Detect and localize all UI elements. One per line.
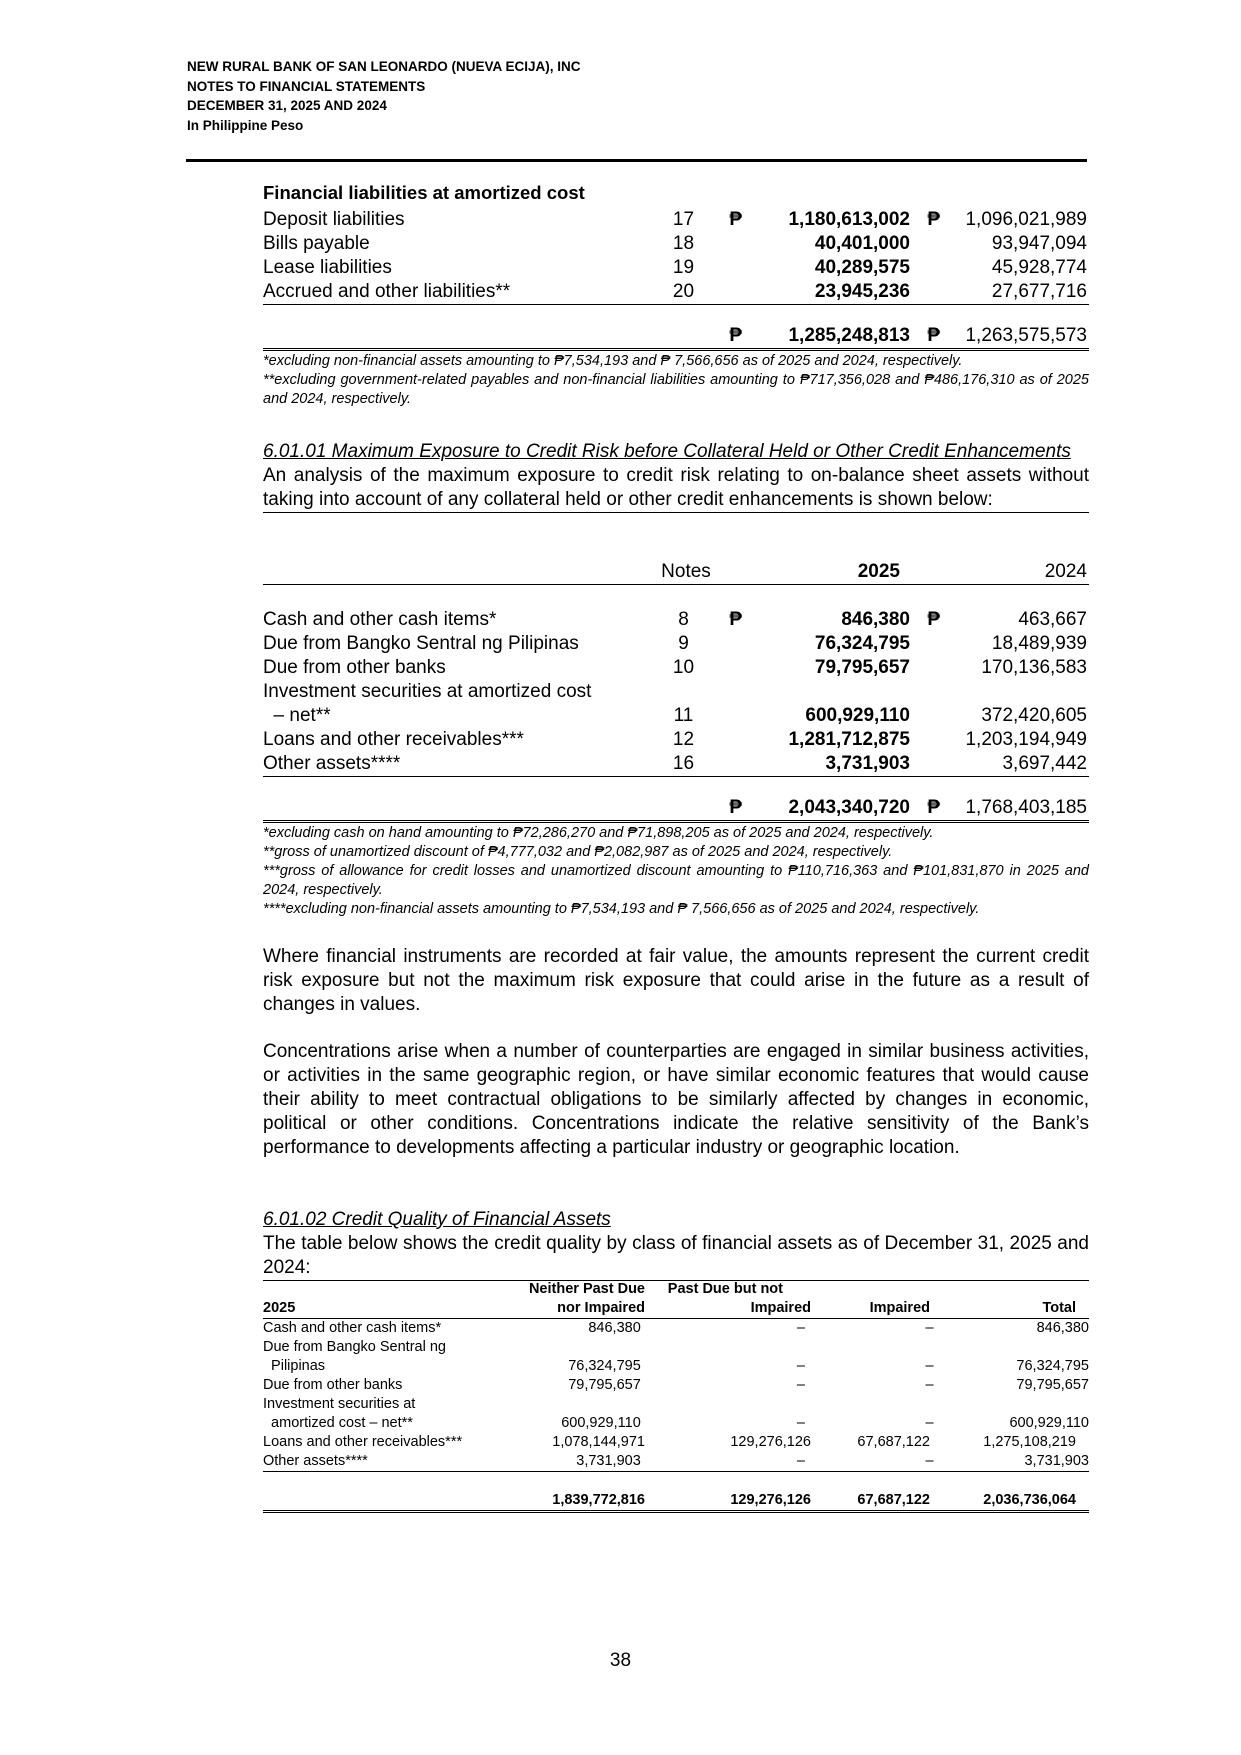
- value-2025: 3,731,903: [825, 753, 910, 774]
- exposure-table: [263, 560, 1089, 919]
- table-row: [263, 1433, 1089, 1452]
- row-note: 17: [672, 209, 695, 230]
- value-2024: 372,420,605: [981, 705, 1087, 726]
- fair-value-paragraph: Where financial instruments are recorded at fair value, the amounts represent the current credit risk exposure but not the maximum risk exposure that could arise in the future as a result of changes in values.: [263, 946, 1089, 1015]
- row-label: Other assets****: [263, 753, 401, 774]
- exposure-total-2025: 2,043,340,720: [788, 797, 910, 818]
- row-label: Pilipinas: [263, 1358, 326, 1374]
- value-2024: 1,096,021,989: [965, 209, 1087, 230]
- row-note: 8: [678, 609, 689, 630]
- row-note: 20: [672, 281, 695, 302]
- neither-past-due-value: 3,731,903: [576, 1453, 641, 1469]
- row-note: 18: [672, 233, 695, 254]
- past-due-value: [645, 1395, 811, 1414]
- table-row: [263, 680, 1089, 704]
- liabilities-total-row: [263, 324, 1089, 351]
- table-row: [263, 1319, 1089, 1338]
- row-note: 10: [672, 657, 695, 678]
- value-2025: 40,289,575: [814, 257, 910, 278]
- section-credit-exposure: [263, 440, 1089, 513]
- total-value: 3,731,903: [1024, 1453, 1089, 1469]
- footnote: **gross of unamortized discount of ₱4,777,032 and ₱2,082,987 as of 2025 and 2024, respectively.: [263, 844, 893, 860]
- currency-symbol: ₱: [927, 797, 940, 818]
- table-row: [263, 1357, 1089, 1376]
- neither-past-due-value: 76,324,795: [568, 1358, 641, 1374]
- neither-past-due-value: 1,078,144,971: [552, 1434, 645, 1450]
- row-label: Investment securities at: [263, 1396, 416, 1412]
- table-row: [263, 208, 1089, 232]
- quality-rows: [263, 1319, 1089, 1472]
- liabilities-table: [263, 181, 1089, 409]
- row-note: 9: [678, 633, 689, 654]
- past-due-header: Past Due but not: [667, 1281, 783, 1297]
- row-label: Due from Bangko Sentral ng: [263, 1339, 446, 1355]
- table-row: [263, 704, 1089, 728]
- liabilities-total-2024: 1,263,575,573: [965, 325, 1087, 346]
- company-name: NEW RURAL BANK OF SAN LEONARDO (NUEVA ECIJA), INC: [187, 59, 581, 74]
- impaired-header: Impaired: [869, 1300, 930, 1316]
- section-intro: An analysis of the maximum exposure to credit risk relating to on-balance sheet assets without taking into account of any collateral held or other credit enhancements is shown below:: [263, 464, 1089, 513]
- currency-symbol: ₱: [729, 797, 742, 818]
- table-row: [263, 1452, 1089, 1471]
- table-row: [263, 1338, 1089, 1357]
- impaired-value: –: [925, 1415, 934, 1431]
- quality-header-row-1: [263, 1280, 1089, 1299]
- total-value: [930, 1338, 1076, 1357]
- header-divider: [186, 159, 1087, 162]
- past-due-value: –: [796, 1453, 805, 1469]
- page-number: 38: [609, 1650, 632, 1671]
- row-label: Bills payable: [263, 233, 370, 254]
- table-row: [263, 1395, 1089, 1414]
- past-due-header-2: Impaired: [750, 1300, 811, 1316]
- past-due-value: –: [796, 1358, 805, 1374]
- impaired-value: 67,687,122: [857, 1434, 930, 1450]
- row-label: amortized cost – net**: [263, 1415, 413, 1431]
- value-2024: 170,136,583: [981, 657, 1087, 678]
- total-value: 846,380: [1036, 1320, 1089, 1336]
- row-label: Accrued and other liabilities**: [263, 281, 511, 302]
- neither-past-due-value: 846,380: [588, 1320, 641, 1336]
- total-header: Total: [1042, 1300, 1076, 1316]
- neither-past-due-value: [513, 1395, 645, 1414]
- neither-past-due-header: Neither Past Due: [528, 1281, 645, 1297]
- table-row: [263, 256, 1089, 280]
- exposure-header-row: [263, 560, 1089, 585]
- impaired-value: –: [925, 1358, 934, 1374]
- impaired-value: –: [925, 1453, 934, 1469]
- value-2025: 1,281,712,875: [788, 729, 910, 750]
- value-2025: 846,380: [841, 609, 910, 630]
- row-note: 11: [673, 705, 694, 726]
- past-due-value: –: [796, 1377, 805, 1393]
- table-row: [263, 232, 1089, 256]
- table-row: [263, 656, 1089, 680]
- footnote: *excluding non-financial assets amounting to ₱7,534,193 and ₱ 7,566,656 as of 2025 and 2024, respectively.: [263, 353, 963, 369]
- currency-symbol: ₱: [927, 325, 940, 346]
- section-title: 6.01.01 Maximum Exposure to Credit Risk before Collateral Held or Other Credit Enhancements: [263, 441, 1071, 462]
- year-2025-header: 2025: [857, 561, 900, 582]
- value-2024: 463,667: [1018, 609, 1087, 630]
- value-2025: 76,324,795: [814, 633, 910, 654]
- currency-symbol: ₱: [729, 325, 742, 346]
- footnote: ****excluding non-financial assets amounting to ₱7,534,193 and ₱ 7,566,656 as of 2025 and 2024, respectively.: [263, 901, 980, 917]
- neither-past-due-value: 600,929,110: [561, 1415, 641, 1431]
- value-2025: 1,180,613,002: [788, 209, 910, 230]
- exposure-rows: [263, 608, 1089, 777]
- exposure-total-row: [263, 796, 1089, 823]
- currency-symbol: ₱: [927, 209, 940, 230]
- document-header: [187, 57, 581, 135]
- neither-past-due-header-2: nor Impaired: [557, 1300, 645, 1316]
- quality-year: 2025: [263, 1300, 296, 1316]
- row-note: 16: [672, 753, 695, 774]
- table-row: [263, 1414, 1089, 1433]
- row-label: Due from other banks: [263, 1377, 403, 1393]
- row-label: Loans and other receivables***: [263, 729, 524, 750]
- value-2024: 3,697,442: [1002, 753, 1087, 774]
- impaired-value: –: [925, 1320, 934, 1336]
- table-row: [263, 280, 1089, 305]
- row-label: Cash and other cash items*: [263, 609, 497, 630]
- value-2024: 27,677,716: [991, 281, 1087, 302]
- footnote: **excluding government-related payables and non-financial liabilities amounting to ₱717,356,028 and ₱486,176,310 as of 2025 and 2024, respectively.: [263, 372, 1089, 407]
- currency-note: In Philippine Peso: [187, 117, 304, 133]
- quality-total-c4: 2,036,736,064: [983, 1492, 1076, 1508]
- section-credit-quality: [263, 1208, 1089, 1281]
- currency-symbol: ₱: [729, 209, 742, 230]
- row-label: Cash and other cash items*: [263, 1320, 442, 1336]
- neither-past-due-value: [513, 1338, 645, 1357]
- liabilities-footnotes: [263, 352, 1089, 409]
- quality-total-c1: 1,839,772,816: [552, 1492, 645, 1508]
- credit-quality-table: [263, 1280, 1089, 1513]
- past-due-value: [645, 1338, 811, 1357]
- quality-total-c3: 67,687,122: [857, 1492, 930, 1508]
- quality-total-c2: 129,276,126: [730, 1492, 811, 1508]
- row-note: 12: [672, 729, 695, 750]
- liabilities-rows: [263, 208, 1089, 305]
- value-2024: 1,203,194,949: [965, 729, 1087, 750]
- impaired-value: –: [925, 1377, 934, 1393]
- table-row: [263, 632, 1089, 656]
- section-title: 6.01.02 Credit Quality of Financial Assets: [263, 1209, 611, 1230]
- table-row: [263, 608, 1089, 632]
- impaired-value: [811, 1395, 930, 1414]
- past-due-value: –: [796, 1415, 805, 1431]
- row-label: Other assets****: [263, 1453, 368, 1469]
- report-date: DECEMBER 31, 2025 AND 2024: [187, 98, 387, 113]
- row-label: Due from Bangko Sentral ng Pilipinas: [263, 633, 579, 654]
- section-intro: The table below shows the credit quality by class of financial assets as of December 31, 2025 and 2024:: [263, 1232, 1089, 1281]
- quality-header-row-2: [263, 1299, 1089, 1319]
- year-2024-header: 2024: [1044, 561, 1087, 582]
- row-label: Due from other banks: [263, 657, 446, 678]
- past-due-value: –: [796, 1320, 805, 1336]
- total-value: 76,324,795: [1016, 1358, 1089, 1374]
- table-row: [263, 1376, 1089, 1395]
- row-label: Loans and other receivables***: [263, 1434, 463, 1450]
- table-row: [263, 752, 1089, 777]
- quality-total-row: [263, 1491, 1089, 1513]
- liabilities-heading: Financial liabilities at amortized cost: [263, 182, 585, 203]
- total-value: 1,275,108,219: [983, 1434, 1076, 1450]
- row-label: – net**: [263, 705, 331, 726]
- concentrations-paragraph: Concentrations arise when a number of counterparties are engaged in similar business activities, or activities in the same geographic region, or have similar economic features that would cause their ability to meet contractual obligations to be similarly affected by changes in economic, political or other conditions. Concentrations indicate the relative sensitivity of the Bank’s performance to developments affecting a particular industry or geographic location.: [263, 1041, 1089, 1158]
- exposure-footnotes: [263, 824, 1089, 919]
- exposure-total-2024: 1,768,403,185: [965, 797, 1087, 818]
- value-2024: 18,489,939: [991, 633, 1087, 654]
- row-label: Lease liabilities: [263, 257, 392, 278]
- currency-symbol: ₱: [729, 609, 742, 630]
- value-2024: 45,928,774: [991, 257, 1087, 278]
- currency-symbol: ₱: [927, 609, 940, 630]
- footnote: *excluding cash on hand amounting to ₱72,286,270 and ₱71,898,205 as of 2025 and 2024, respectively.: [263, 825, 934, 841]
- value-2024: 93,947,094: [991, 233, 1087, 254]
- document-title: NOTES TO FINANCIAL STATEMENTS: [187, 78, 426, 94]
- past-due-value: 129,276,126: [730, 1434, 811, 1450]
- row-label: Investment securities at amortized cost: [263, 681, 592, 702]
- value-2025: 79,795,657: [814, 657, 910, 678]
- value-2025: 23,945,236: [814, 281, 910, 302]
- value-2025: 40,401,000: [814, 233, 910, 254]
- value-2025: 600,929,110: [805, 705, 910, 726]
- row-note: 19: [672, 257, 695, 278]
- total-value: 600,929,110: [1009, 1415, 1089, 1431]
- neither-past-due-value: 79,795,657: [568, 1377, 641, 1393]
- row-label: Deposit liabilities: [263, 209, 405, 230]
- impaired-value: [811, 1338, 930, 1357]
- total-value: [930, 1395, 1076, 1414]
- liabilities-total-2025: 1,285,248,813: [788, 325, 910, 346]
- total-value: 79,795,657: [1016, 1377, 1089, 1393]
- table-row: [263, 728, 1089, 752]
- footnote: ***gross of allowance for credit losses and unamortized discount amounting to ₱110,716,363 and ₱101,831,870 in 2025 and 2024, respectively.: [263, 863, 1089, 898]
- notes-column-header: Notes: [661, 561, 711, 582]
